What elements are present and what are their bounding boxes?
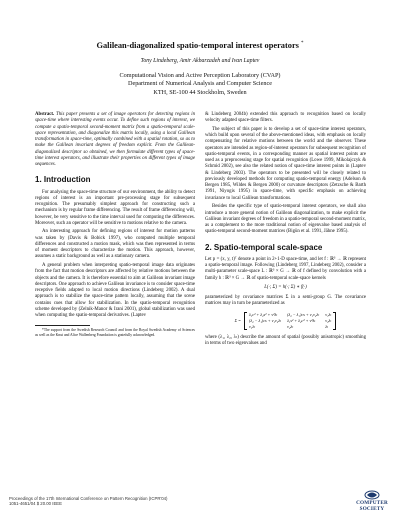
left-column bbox=[35, 112, 195, 340]
intro-paragraph-1: For analysing the space-time structure of our environment, the ability to detect regions of interest is an important pre-processing stage for subsequent recognition. The presumably simplest approach for constructing such a mechanism is by regular frame differencing. The result of frame differencing will, however, be very sensitive to the time interval used for computing the differences. Moreover, such an operator will be sensitive to motions relative to the camera. bbox=[35, 189, 195, 226]
author-list: Tony Lindeberg, Amir Akbarzadeh and Ivan Laptev bbox=[140, 58, 260, 64]
affiliation-block bbox=[30, 72, 370, 97]
society-emblem-icon bbox=[364, 490, 380, 500]
matrix-cell: (λ₂ − λ₁)cs + v₁v₂λₜ bbox=[248, 317, 282, 323]
intro-paragraph-4: The subject of this paper is to develop a set of space-time interest operators, which build upon several of the above-mentioned ideas, with emphasis on locally compensating for relative motions between the world and the observer. These operators are intended as region-of-interest operators for subsequent recognition of spatio-temporal events, in a corresponding manner as spatial interest points are used as a preprocessing stage for spatial recognition (Lowe 1999, Mikolajczyk & Schmid 2002), see also the related notion of space-time interest points in (Laptev & Lindeberg 2003). The operators to be presented will be closely related to previously developed methods for computing spatio-temporal energy (Adelson & Bergen 1985, Wildes & Bergen 2000) or curvature descriptors (Zetzsche & Barth 1991, Niyogis 1995) in space-time, with specific emphasis on achieving invariance to local Galilean transformations. bbox=[205, 126, 366, 201]
matrix-cell: v₂λₜ bbox=[325, 317, 332, 323]
matrix-right-bracket bbox=[333, 312, 336, 330]
matrix-cell: λ₁c² + λ₂s² + v²λₜ bbox=[248, 311, 278, 317]
section-2-heading: 2. Spatio-temporal scale-space bbox=[205, 242, 323, 252]
matrix-cell: v₁λₜ bbox=[325, 311, 332, 317]
paper-title-text: Galilean-diagonalized spatio-temporal interest operators bbox=[96, 41, 299, 50]
matrix-cell: λ₁s² + λ₂c² + v²λₜ bbox=[287, 317, 316, 323]
matrix-cell: v₁λₜ bbox=[248, 323, 256, 329]
matrix-cell: v₂λₜ bbox=[287, 323, 294, 329]
affiliation-address: KTH, SE-100 44 Stockholm, Sweden bbox=[153, 88, 247, 96]
logo-text-line2: SOCIETY bbox=[359, 506, 385, 512]
funding-footnote: *The support from the Swedish Research Council and from the Royal Swedish Academy of Sciences as well as the Knut and Alice Wallenberg Foundation is gratefully acknowledged. bbox=[35, 328, 195, 338]
affiliation-department: Department of Numerical Analysis and Computer Science bbox=[128, 80, 272, 88]
intro-paragraph-5: Besides the specific type of spatio-temporal interest operators, we shall also introduce a more general notion of Galilean diagonalization, to make explicit the Galilean invariant degrees of freedom in a spatio-temporal second-moment matrix, as a complement to the more traditional notion of eigenvalue based analysis of spatio-temporal second-moment matrices (Bigün et al. 1991, Jähne 1995). bbox=[205, 204, 366, 235]
logo-text-line1: COMPUTER bbox=[356, 500, 388, 506]
paper-title bbox=[30, 41, 370, 50]
right-column bbox=[205, 112, 366, 349]
abstract-label: Abstract. bbox=[35, 112, 55, 117]
matrix-cell: λₜ bbox=[325, 323, 329, 329]
affiliation-lab: Computational Vision and Active Perception Laboratory (CVAP) bbox=[119, 72, 281, 79]
covariance-paragraph: parameterized by covariance matrices Σ in a semi-group G. The covariance matrices may in turn be parameterized as bbox=[205, 295, 366, 307]
matrix-cell: (λ₂ − λ₁)cs + v₁v₂λₜ bbox=[287, 311, 320, 317]
intro-paragraph-3: A general problem when interpreting spatio-temporal image data originates from the fact that motion descriptors are affected by relative motions between the objects and the camera. It is therefore essential to aim at Galilean invariant image descriptors. One approach to achieve Galilean invariance is to consider space-time receptive fields adapted to local motion directions (Lindeberg 2002). A dual approach is to stabilize the space-time pattern locally, assuming that the scene contains cues that allow for stabilization. In the spatio-temporal recognition scheme developed by (Zelnik-Manor & Irani 2001), global stabilization was used when computing the spatio-temporal derivatives. (Laptev bbox=[35, 263, 195, 319]
intro-paragraph-2: An interesting approach for defining regions of interest for motion patterns was taken by (Davis & Bobick 1997), who computed multiple temporal differences and constructed a motion mask, which was then represented in terms of moment descriptors to characterize the motion. This approach, however, assumes a static background as well as a stationary camera. bbox=[35, 229, 195, 260]
abstract bbox=[35, 112, 195, 168]
intro-paragraph-3-continued: & Lindeberg 2004b) extended this approach to recognition based on locally velocity adapted space-time filters. bbox=[205, 112, 366, 124]
footer-proceedings-line: Proceedings of the 17th International Conference on Pattern Recognition (ICPR'04) bbox=[9, 496, 168, 501]
covariance-matrix bbox=[205, 312, 366, 330]
closing-paragraph: where (λ₁, λ₂, λₜ) describe the amount of spatial (possibly anisotropic) smoothing in terms of two eigenvalues and bbox=[205, 334, 366, 346]
footer-copyright-line: 1051-4651/04 $ 20.00 IEEE bbox=[9, 501, 63, 507]
publisher-logo bbox=[352, 490, 392, 514]
proceedings-footer bbox=[9, 496, 209, 507]
matrix-lhs: Σ = bbox=[234, 317, 241, 323]
abstract-text: This paper presents a set of image operators for detecting regions in space-time where interesting events occur. To define such regions of interest, we compute a spatio-temporal second-moment matrix from a spatio-temporal scale-space representation, and diagonalize this matrix locally, using a local Galilean transformation in space-time, optimally combined with a spatial rotation, so as to make the Galilean invariant degrees of freedom explicit. From the Galilean-diagonalized descriptor so obtained, we then formulate different types of space-time interest operators, and illustrate their properties on different types of image sequences. bbox=[35, 112, 195, 167]
convolution-equation: L(·; Σ) = h(·; Σ) ∗ f(·) bbox=[264, 284, 307, 290]
scale-space-paragraph: Let p = (x, y, t)ᵀ denote a point in 2+1-D space-time, and let f : ℝ³ → ℝ represent a spatio-temporal image. Following (Lindeberg 1997, Lindeberg 2002), consider a multi-parameter scale-space L : ℝ³ × G → ℝ of f defined by convolution with a family h : ℝ³ × G → ℝ of spatio-temporal scale-space kernels bbox=[205, 256, 366, 281]
matrix-cells bbox=[247, 312, 333, 330]
section-1-heading: 1. Introduction bbox=[35, 175, 91, 185]
title-footnote-mark: * bbox=[301, 41, 304, 47]
footnote-divider bbox=[35, 325, 90, 326]
